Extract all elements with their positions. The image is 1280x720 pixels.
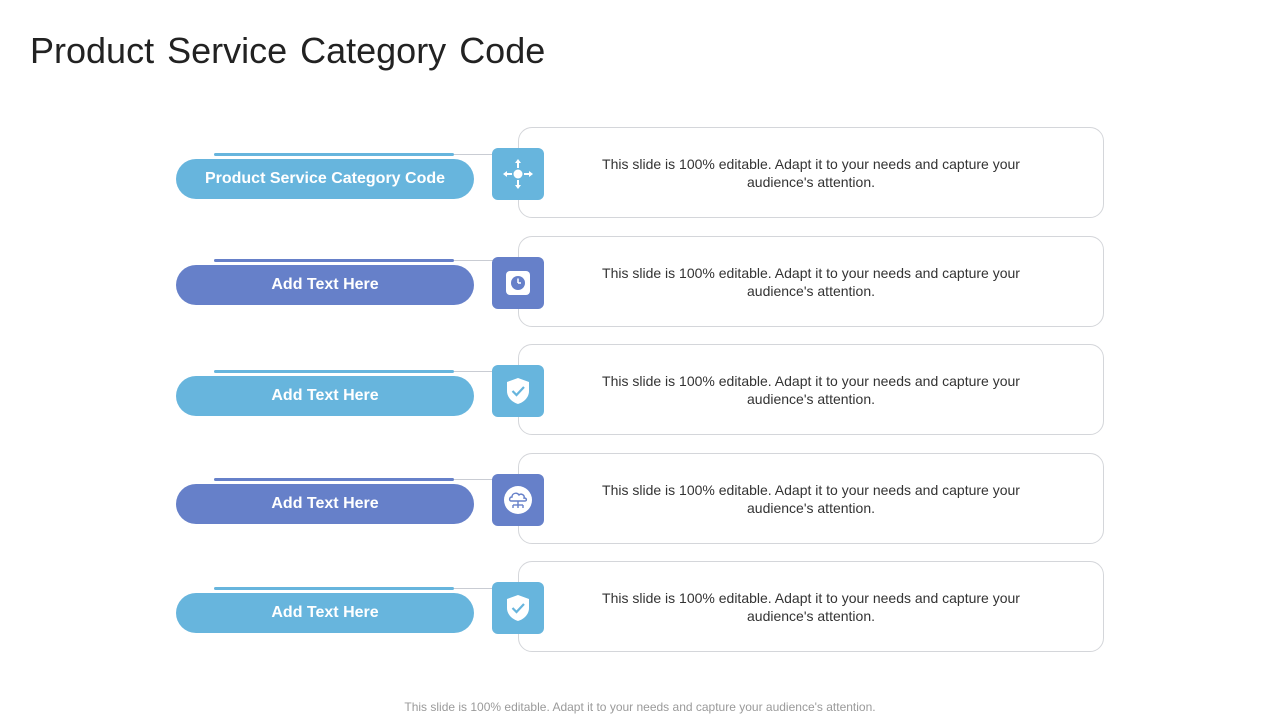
add-text-pill[interactable]: Add Text Here [176,484,474,524]
list-item [0,236,1280,330]
move-arrows-icon [492,148,544,200]
list-item [0,561,1280,655]
description-text: This slide is 100% editable. Adapt it to your needs and capture your audience's attention. [602,264,1020,299]
shield-check-icon [492,582,544,634]
accent-line [214,587,454,590]
footer-note: This slide is 100% editable. Adapt it to your needs and capture your audience's attention. [404,700,876,714]
add-text-pill[interactable]: Add Text Here [176,376,474,416]
accent-line [214,370,454,373]
cloud-network-icon [492,474,544,526]
description-card [518,344,1104,435]
accent-line [214,153,454,156]
description-card [518,236,1104,327]
add-text-pill[interactable]: Add Text Here [176,593,474,633]
description-card [518,453,1104,544]
description-text: This slide is 100% editable. Adapt it to your needs and capture your audience's attention. [602,372,1020,407]
page-title: Product Service Category Code [30,30,546,71]
list-item [0,453,1280,547]
list-item [0,127,1280,221]
accent-line [214,259,454,262]
clock-icon [492,257,544,309]
shield-check-icon [492,365,544,417]
description-text: This slide is 100% editable. Adapt it to your needs and capture your audience's attention. [602,155,1020,190]
accent-line [214,478,454,481]
add-text-pill[interactable]: Add Text Here [176,265,474,305]
description-text: This slide is 100% editable. Adapt it to your needs and capture your audience's attention. [602,589,1020,624]
category-label-pill[interactable]: Product Service Category Code [176,159,474,199]
description-card [518,561,1104,652]
list-item [0,344,1280,438]
description-card [518,127,1104,218]
description-text: This slide is 100% editable. Adapt it to your needs and capture your audience's attention. [602,481,1020,516]
